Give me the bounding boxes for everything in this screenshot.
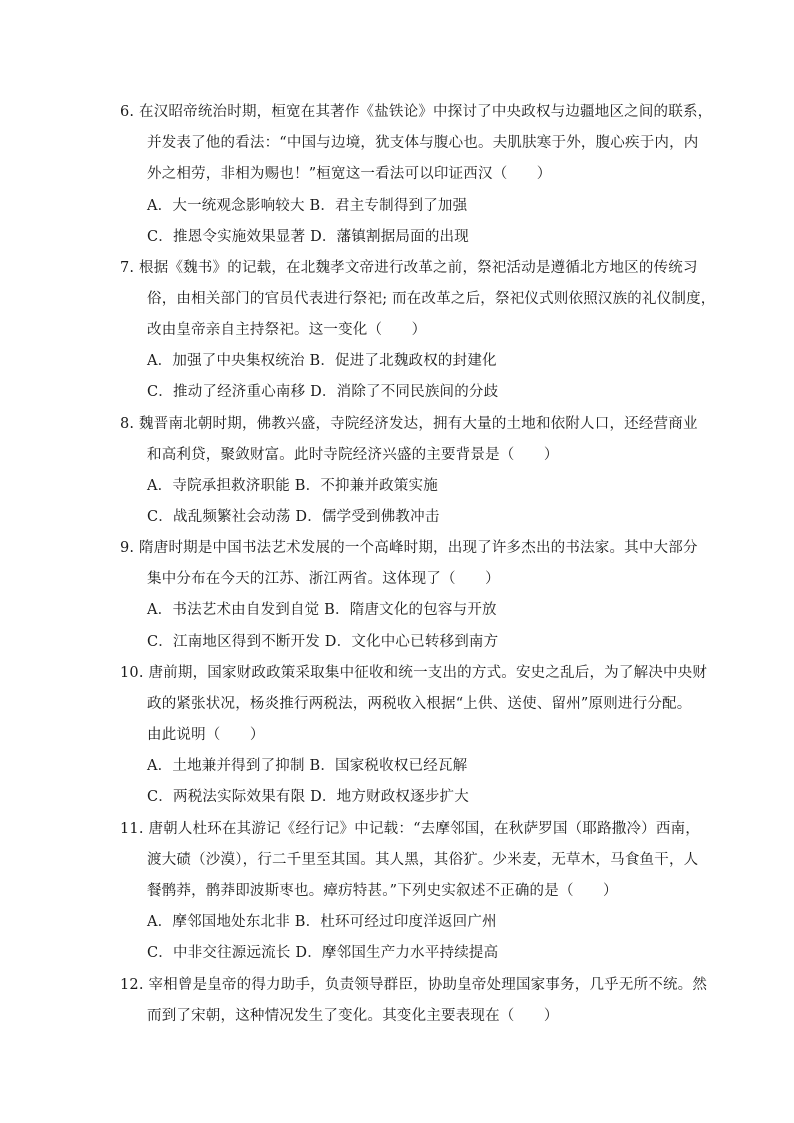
q7-line-1: 7. 根据《魏书》的记载，在北魏孝文帝进行改革之前，祭祀活动是遵循北方地区的传统习: [120, 260, 698, 276]
q7-options-cd: C．推动了经济重心南移 D．消除了不同民族间的分歧: [147, 384, 499, 400]
q8-line-1: 8. 魏晋南北朝时期，佛教兴盛，寺院经济发达，拥有大量的土地和依附人口，还经营商业: [120, 416, 698, 432]
q11-line-2: 渡大碛（沙漠），行二千里至其国。其人黑，其俗犷。少米麦，无草木，马食鱼干，人: [147, 852, 699, 868]
q7-line-2: 俗，由相关部门的官员代表进行祭祀; 而在改革之后，祭祀仪式则依照汉族的礼仪制度，: [147, 291, 716, 307]
q9-options-ab: A．书法艺术由自发到自觉 B．隋唐文化的包容与开放: [147, 602, 497, 618]
q9-line-2: 集中分布在今天的江苏、浙江两省。这体现了（ ）: [147, 571, 500, 587]
q6-options-cd: C．推恩令实施效果显著 D．藩镇割据局面的出现: [147, 229, 469, 245]
q6-line-1: 6. 在汉昭帝统治时期，桓宽在其著作《盐铁论》中探讨了中央政权与边疆地区之间的联系，: [120, 104, 713, 120]
q7-options-ab: A．加强了中央集权统治 B．促进了北魏政权的封建化: [147, 353, 497, 369]
q10-line-3: 由此说明（ ）: [147, 727, 265, 743]
q7-line-3: 改由皇帝亲自主持祭祀。这一变化（ ）: [147, 322, 427, 338]
q11-line-1: 11. 唐朝人杜环在其游记《经行记》中记载：“去摩邻国，在秋萨罗国（耶路撒冷）西南，: [120, 821, 700, 837]
q10-line-2: 政的紧张状况，杨炎推行两税法，两税收入根据“上供、送使、留州”原则进行分配。: [147, 696, 692, 712]
q12-line-2: 而到了宋朝，这种情况发生了变化。其变化主要表现在（ ）: [147, 1008, 559, 1024]
q11-options-ab: A．摩邻国地处东北非 B．杜环可经过印度洋返回广州: [147, 914, 497, 930]
q10-options-cd: C．两税法实际效果有限 D．地方财政权逐步扩大: [147, 789, 469, 805]
q8-options-cd: C．战乱频繁社会动荡 D．儒学受到佛教冲击: [147, 509, 440, 525]
q9-options-cd: C．江南地区得到不断开发 D．文化中心已转移到南方: [147, 634, 499, 650]
q6-line-2: 并发表了他的看法：“中国与边境，犹支体与腹心也。夫肌肤寒于外，腹心疾于内，内: [147, 135, 699, 151]
q6-options-ab: A．大一统观念影响较大 B．君主专制得到了加强: [147, 198, 468, 214]
q9-line-1: 9. 隋唐时期是中国书法艺术发展的一个高峰时期，出现了许多杰出的书法家。其中大部分: [120, 540, 698, 556]
q11-options-cd: C．中非交往源远流长 D．摩邻国生产力水平持续提高: [147, 945, 499, 961]
q8-options-ab: A．寺院承担救济职能 B．不抑兼并政策实施: [147, 478, 438, 494]
q6-line-3: 外之相劳，非相为赐也！”桓宽这一看法可以印证西汉（ ）: [147, 166, 552, 182]
q8-line-2: 和高利贷，聚敛财富。此时寺院经济兴盛的主要背景是（ ）: [147, 447, 559, 463]
q10-line-1: 10. 唐前期，国家财政政策采取集中征收和统一支出的方式。安史之乱后，为了解决中央财: [120, 665, 708, 681]
q12-line-1: 12. 宰相曾是皇帝的得力助手，负责领导群臣，协助皇帝处理国家事务，几乎无所不统。然: [120, 977, 708, 993]
q11-line-3: 餐鹘莽，鹘莽即波斯枣也。瘴疠特甚。”下列史实叙述不正确的是（ ）: [147, 883, 618, 899]
q10-options-ab: A．土地兼并得到了抑制 B．国家税收权已经瓦解: [147, 758, 468, 774]
